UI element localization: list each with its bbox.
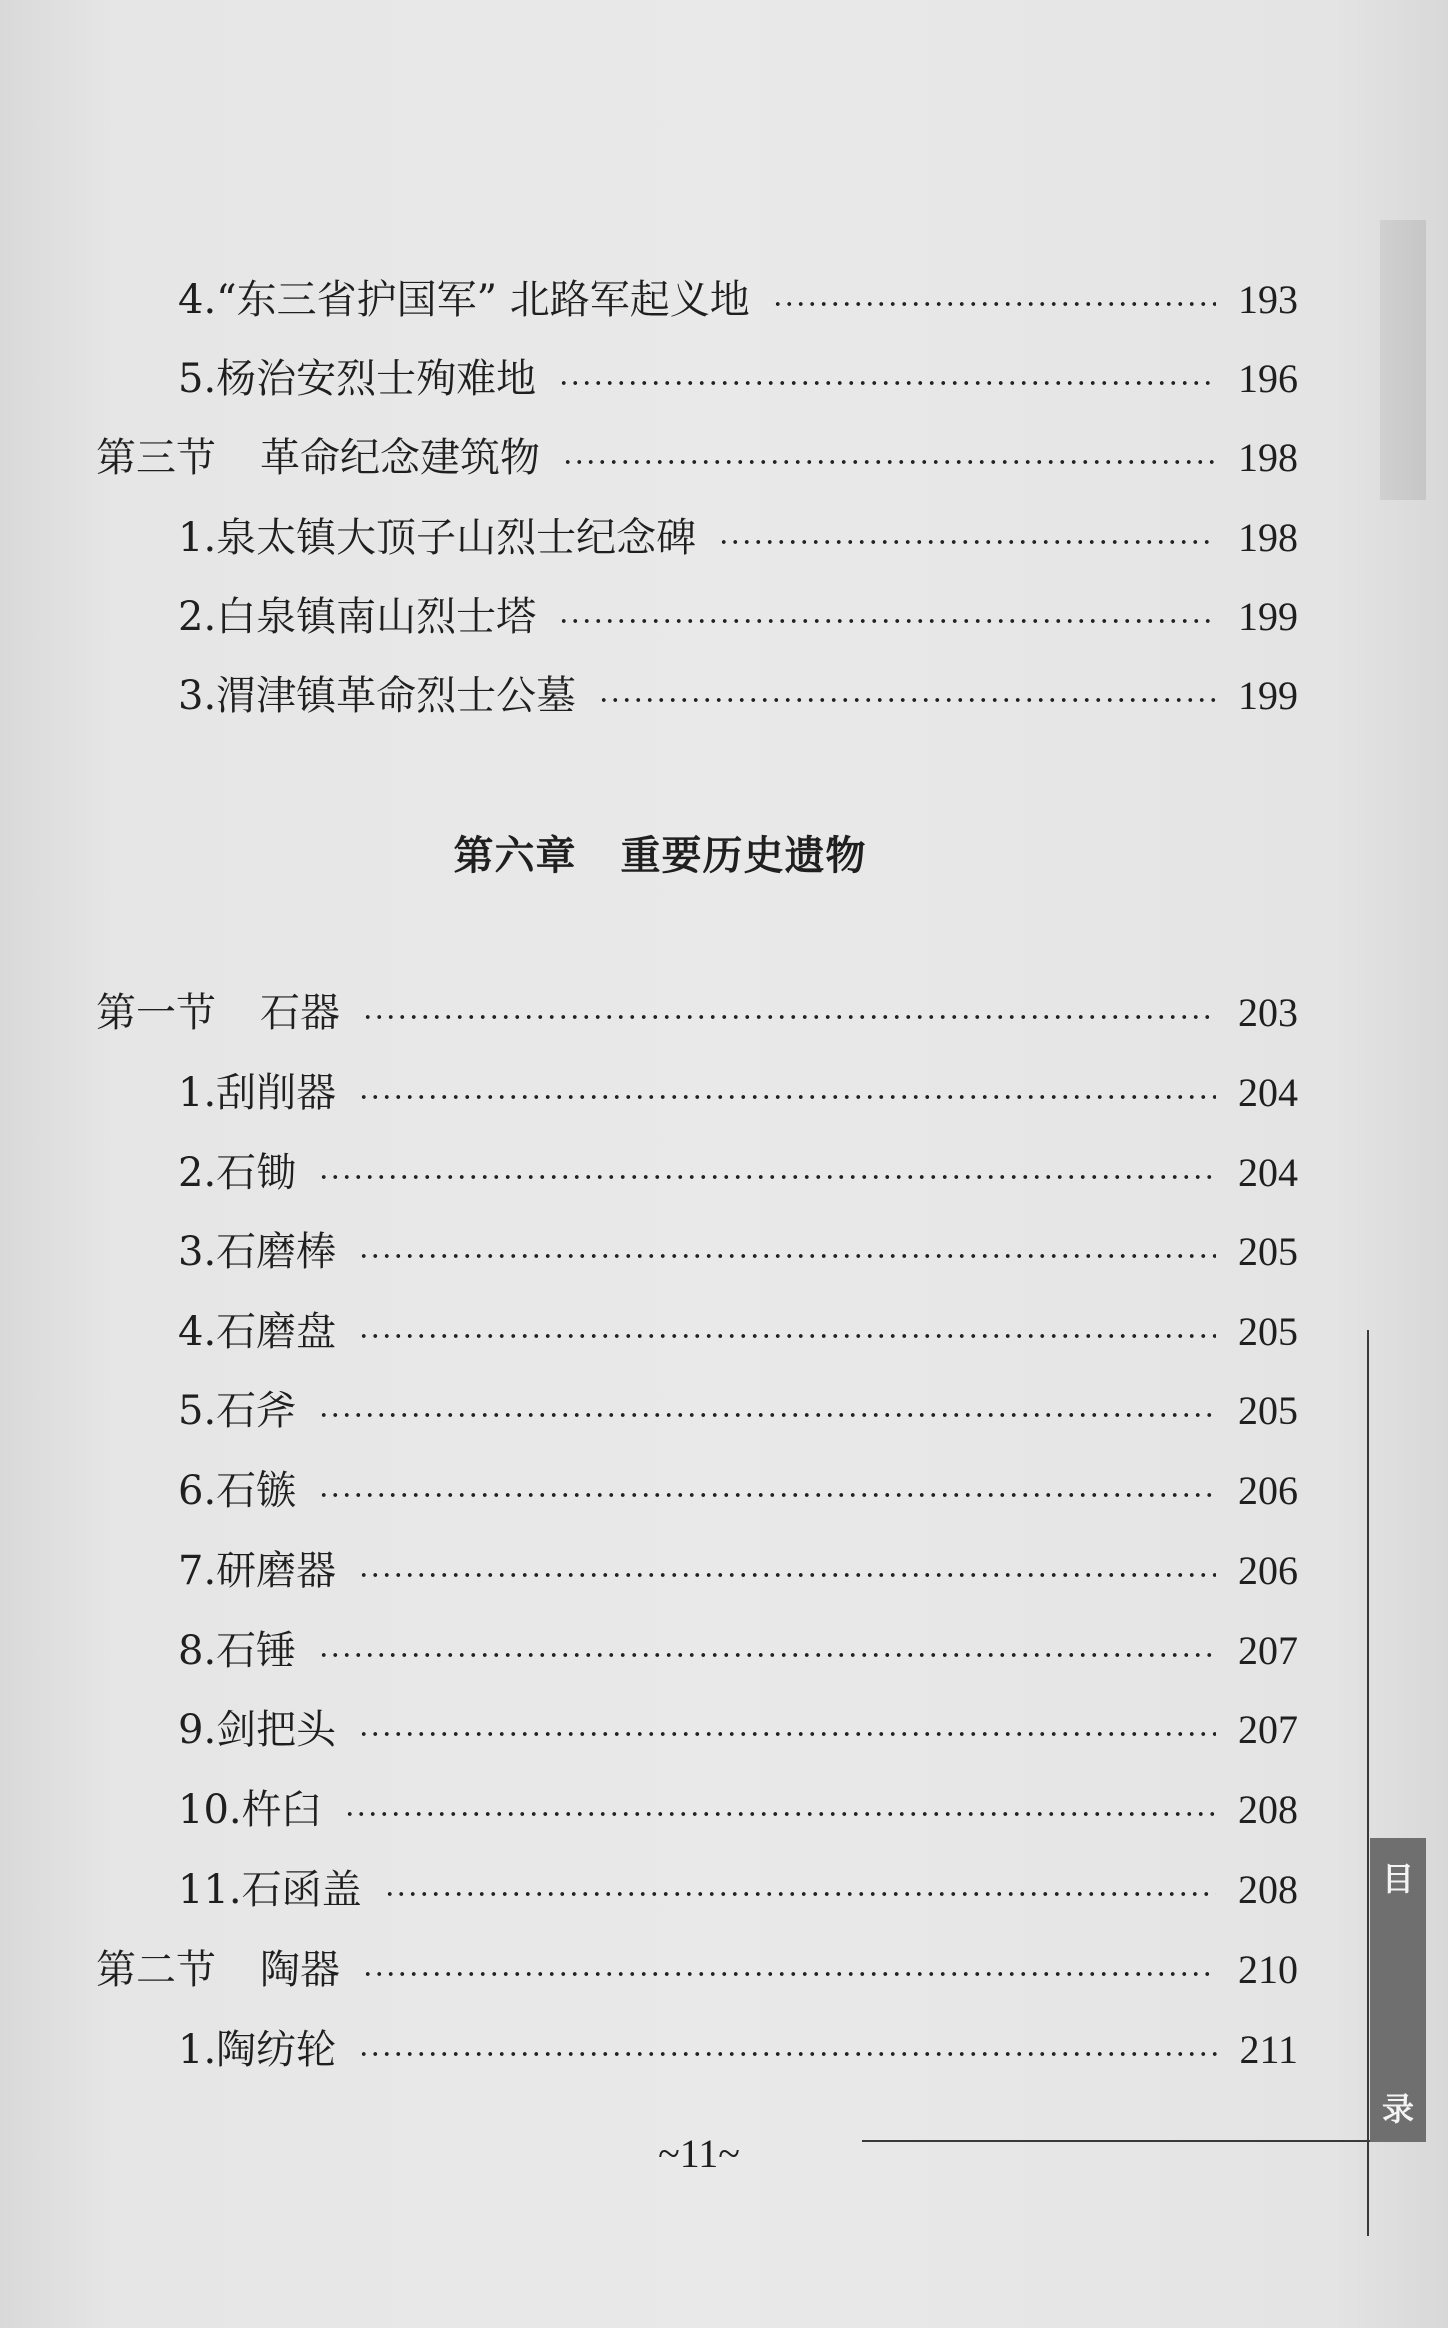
toc-section-entry[interactable] [96, 1940, 1298, 2000]
toc-entry-title: 5.杨治安烈士殉难地 [178, 356, 537, 402]
dot-leader [358, 1253, 1216, 1259]
dot-leader [318, 1492, 1216, 1498]
toc-page-number: 204 [1238, 1150, 1298, 1195]
toc-page-number: 208 [1238, 1867, 1298, 1912]
toc-entry[interactable] [178, 1700, 1298, 1760]
toc-page-number: 198 [1238, 515, 1298, 560]
toc-section-title: 第三节 革命纪念建筑物 [96, 435, 540, 481]
toc-entry-title: 6.石镞 [178, 1468, 297, 1514]
footer-rule [862, 2140, 1422, 2142]
dot-leader [718, 539, 1216, 545]
toc-entry[interactable] [178, 666, 1298, 726]
toc-page-number: 207 [1238, 1707, 1298, 1752]
toc-entry-title: 1.陶纺轮 [178, 2027, 337, 2073]
side-rule [1367, 1330, 1369, 2236]
toc-page-number: 206 [1238, 1468, 1298, 1513]
dot-leader [358, 1333, 1216, 1339]
dot-leader [384, 1891, 1216, 1897]
toc-entry[interactable] [178, 1461, 1298, 1521]
section-thumb-tab [1370, 1838, 1426, 2142]
toc-entry-title: 9.剑把头 [178, 1707, 337, 1753]
dot-leader [318, 1652, 1216, 1658]
page-edge-shadow [1380, 220, 1426, 500]
chapter-heading [300, 826, 1020, 886]
toc-entry[interactable] [178, 1302, 1298, 1362]
chapter-title: 重要历史遗物 [620, 832, 867, 879]
toc-page-number: 210 [1238, 1947, 1298, 1992]
toc-page-number: 206 [1238, 1548, 1298, 1593]
toc-entry-title: 1.刮削器 [178, 1070, 337, 1116]
toc-page-number: 205 [1238, 1309, 1298, 1354]
toc-entry[interactable] [178, 270, 1298, 330]
toc-entry-title: 1.泉太镇大顶子山烈士纪念碑 [178, 515, 697, 561]
toc-entry-title: 3.石磨棒 [178, 1229, 337, 1275]
toc-entry[interactable] [178, 1860, 1298, 1920]
toc-page-number: 211 [1239, 2027, 1298, 2072]
dot-leader [318, 1174, 1216, 1180]
dot-leader [358, 1731, 1216, 1737]
toc-page-number: 207 [1238, 1628, 1298, 1673]
toc-section-title: 第一节 石器 [96, 990, 340, 1036]
dot-leader [558, 380, 1216, 386]
chapter-number: 第六章 [453, 832, 577, 879]
toc-page-number: 203 [1238, 990, 1298, 1035]
toc-entry[interactable] [178, 1780, 1298, 1840]
toc-page-number: 193 [1238, 277, 1298, 322]
toc-entry-title: 8.石锤 [178, 1628, 297, 1674]
toc-entry-title: 7.研磨器 [178, 1548, 337, 1594]
toc-page-number: 205 [1238, 1229, 1298, 1274]
toc-entry[interactable] [178, 508, 1298, 568]
thumb-tab-top-char: 目 [1381, 1860, 1414, 1898]
dot-leader [358, 2051, 1217, 2057]
toc-entry[interactable] [178, 587, 1298, 647]
toc-page-number: 205 [1238, 1388, 1298, 1433]
toc-entry-title: 10.杵臼 [178, 1787, 322, 1833]
toc-entry-title: 2.白泉镇南山烈士塔 [178, 594, 537, 640]
toc-entry-title: 5.石斧 [178, 1388, 297, 1434]
toc-page-number: 196 [1238, 356, 1298, 401]
toc-page-number: 208 [1238, 1787, 1298, 1832]
toc-page-number: 204 [1238, 1070, 1298, 1115]
toc-page-number: 199 [1238, 594, 1298, 639]
dot-leader [772, 301, 1216, 307]
dot-leader [562, 459, 1216, 465]
dot-leader [598, 697, 1216, 703]
toc-entry[interactable] [178, 2020, 1298, 2080]
dot-leader [344, 1811, 1216, 1817]
toc-entry[interactable] [178, 1381, 1298, 1441]
toc-section-entry[interactable] [96, 428, 1298, 488]
toc-entry[interactable] [178, 1143, 1298, 1203]
toc-entry-title: 2.石锄 [178, 1150, 297, 1196]
page-folio: ~11~ [658, 2131, 740, 2176]
toc-section-entry[interactable] [96, 983, 1298, 1043]
toc-page-number: 198 [1238, 435, 1298, 480]
toc-entry-title: 4.“东三省护国军” 北路军起义地 [178, 277, 750, 323]
toc-entry-title: 11.石函盖 [178, 1867, 362, 1913]
toc-entry[interactable] [178, 1063, 1298, 1123]
dot-leader [358, 1572, 1216, 1578]
dot-leader [362, 1014, 1216, 1020]
toc-entry[interactable] [178, 1621, 1298, 1681]
dot-leader [358, 1094, 1216, 1100]
toc-entry-title: 4.石磨盘 [178, 1309, 337, 1355]
toc-entry-title: 3.渭津镇革命烈士公墓 [178, 673, 577, 719]
toc-entry[interactable] [178, 349, 1298, 409]
dot-leader [318, 1412, 1216, 1418]
thumb-tab-bottom-char: 录 [1381, 2090, 1414, 2128]
toc-section-title: 第二节 陶器 [96, 1947, 340, 1993]
dot-leader [362, 1971, 1216, 1977]
dot-leader [558, 618, 1216, 624]
toc-entry[interactable] [178, 1541, 1298, 1601]
toc-page-number: 199 [1238, 673, 1298, 718]
toc-entry[interactable] [178, 1222, 1298, 1282]
